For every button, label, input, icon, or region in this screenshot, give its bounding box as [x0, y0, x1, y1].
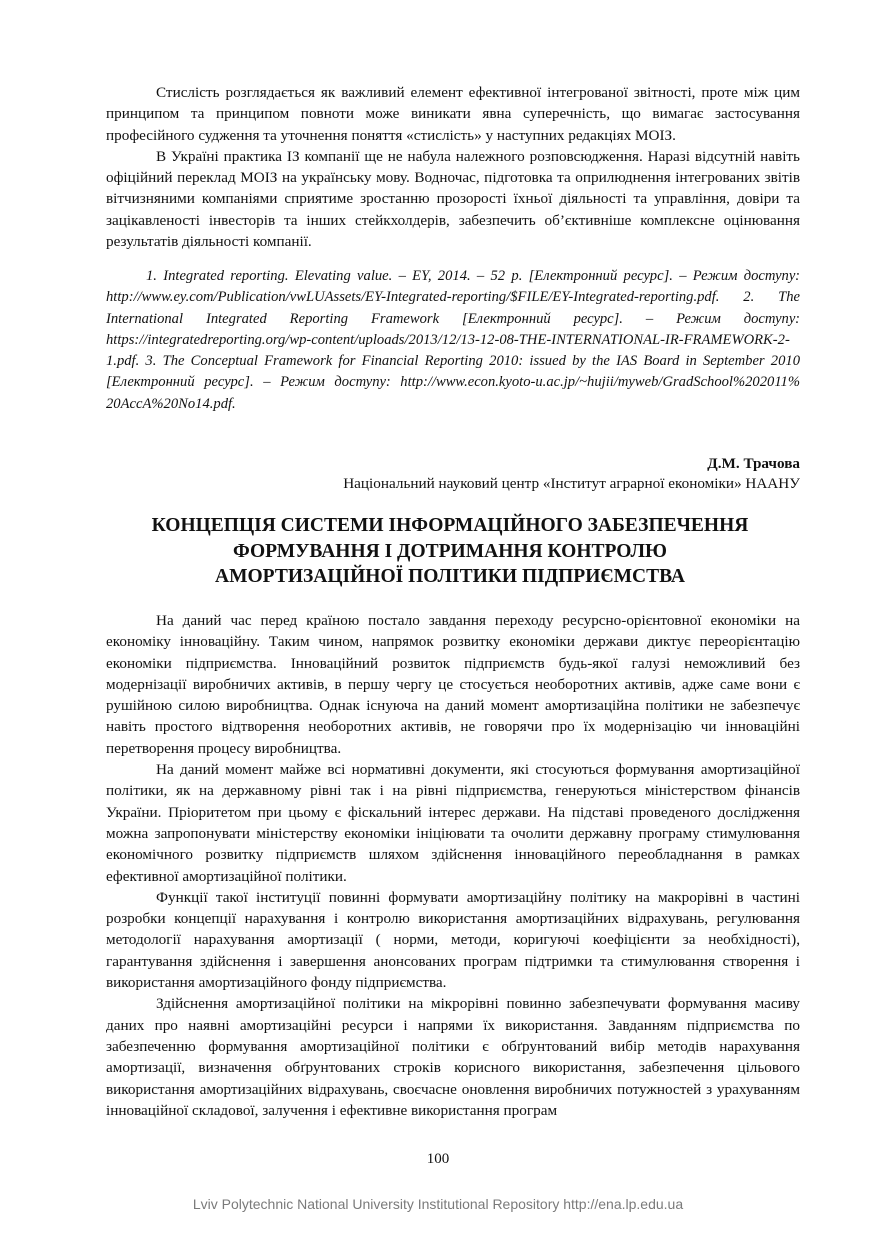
title-line: ФОРМУВАННЯ І ДОТРИМАННЯ КОНТРОЛЮ	[233, 540, 667, 562]
paragraph: Стислість розглядається як важливий елемент ефективної інтегрованої звітності, проте між цим принципом та принципом повноти може виникати явна суперечність, що вимагає застосування професійного судження та уточнення поняття «стислість» у наступних редакціях МОІЗ.	[106, 84, 800, 144]
author-affiliation: Національний науковий центр «Інститут аграрної економіки» НААНУ	[343, 475, 800, 492]
paragraph: На даний час перед країною постало завдання переходу ресурсно-орієнтовної економіки на економіку інноваційну. Таким чином, напрямок розвитку економіки держави диктує переорієнтацію економіки підприємства. Інноваційний розвиток підприємств будь-якої галузі неможливий без модернізації виробничих активів, в першу чергу це стосується необоротних активів, адже саме вони є рушійною силою виробництва. Однак існуюча на даний момент амортизаційна політики не забезпечує навіть простого відтворення необоротних активів, не говорячи про їх модернізацію чи інноваційні перетворення процесу виробництва.	[106, 612, 800, 757]
title-line: КОНЦЕПЦІЯ СИСТЕМИ ІНФОРМАЦІЙНОГО ЗАБЕЗПЕЧЕННЯ	[151, 515, 749, 536]
references-list: 1. Integrated reporting. Elevating value. – EY, 2014. – 52 p. [Електронний ресурс]. – Режим доступу: http://www.ey.com/Publication/vwLUAssets/EY-Integrated-reporting/$FILE/EY-Integrated-reporting.pdf. 2. The International Integrated Reporting Framework [Електронний ресурс]. – Режим доступу: https://integratedreporting.org/wp-content/uploads/2013/12/13-12-08-THE-INTERNATIONAL-IR-FRAMEWORK-2-1.pdf. 3. The Conceptual Framework for Financial Reporting 2010: issued by the IAS Board in September 2010 [Електронний ресурс]. – Режим доступу: http://www.econ.kyoto-u.ac.jp/~hujii/myweb/GradSchool%202011% 20AccA%20No14.pdf.	[106, 268, 800, 412]
paragraph: На даний момент майже всі нормативні документи, які стосуються формування амортизаційної політики, як на державному рівні так і на рівні підприємства, генеруються міністерством фінансів України. Пріоритетом при цьому є фіскальний інтерес держави. На підставі проведеного дослідження можна запропонувати міністерству економіки ініціювати та очолити державну програму стимулювання економічного розвитку підприємств шляхом здійснення інноваційного переобладнання в рамках ефективної амортизаційної політики.	[106, 761, 800, 885]
author-block	[343, 454, 800, 494]
page-number: 100	[426, 1151, 450, 1167]
article-title	[100, 513, 800, 590]
paragraph: В Україні практика ІЗ компанії ще не набула належного розповсюдження. Наразі відсутній навіть офіційний переклад МОІЗ на українську мову. Водночас, підготовка та оприлюднення інтегрованих звітів вітчизняними компаніями сприятиме зростанню прозорості їхньої діяльності та управління, довіри та зацікавленості інвесторів та інших стейкхолдерів, забезпечить об’єктивніше комплексне оцінювання результатів діяльності компанії.	[106, 147, 800, 251]
title-line: АМОРТИЗАЦІЙНОЇ ПОЛІТИКИ ПІДПРИЄМСТВА	[215, 566, 685, 587]
article-body	[106, 610, 800, 1121]
paragraph: Здійснення амортизаційної політики на мікрорівні повинно забезпечувати формування масиву даних про наявні амортизаційні ресурси і напрями їх використання. Завданням підприємства по забезпеченню формування амортизаційної політики є обґрунтований вибір методів нарахування амортизації, визначення обґрунтованих строків корисного використання, забезпечення цільового використання амортизаційних відрахувань, своєчасне оновлення виробничих потужностей з урахуванням інноваційної складової, залучення і ефективне використання програм	[106, 995, 800, 1119]
repository-footer: Lviv Polytechnic National University Institutional Repository http://ena.lp.edu.ua	[192, 1196, 684, 1212]
previous-article-body	[106, 82, 800, 252]
paragraph: Функції такої інституції повинні формувати амортизаційну політику на макрорівні в частині розробки концепції нарахування і контролю використання амортизаційних відрахувань, регулювання методології нарахування амортизації ( норми, методи, коригуючі коефіцієнти за необхідності), гарантування здійснення і завершення анонсованих програм підтримки та стимулювання створення і використання амортизаційного фонду підприємства.	[106, 888, 800, 992]
author-name: Д.М. Трачова	[707, 455, 800, 472]
